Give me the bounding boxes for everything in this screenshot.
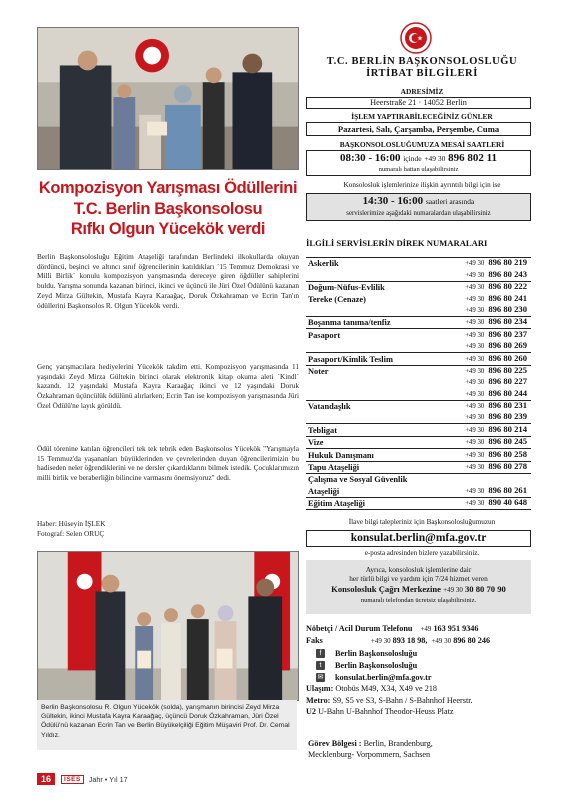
service-phone: 896 80 260: [488, 352, 527, 363]
phone-prefix: +49 30: [465, 367, 485, 375]
service-row: [306, 329, 531, 353]
service-phone: 896 80 214: [488, 423, 527, 434]
callcenter-name: Konsolosluk Çağrı Merkezine: [331, 584, 441, 594]
service-row: [306, 474, 531, 498]
services-table: [306, 257, 531, 510]
phone-prefix: +49 30: [465, 295, 485, 303]
service-name: Tapu Ataşeliği: [308, 463, 360, 473]
phone-prefix: +49 30: [465, 379, 485, 387]
info-mid: saatleri arasında: [425, 197, 475, 206]
service-phone: 890 40 648: [488, 497, 527, 508]
phone-prefix: +49 30: [465, 439, 485, 447]
facebook-icon[interactable]: f: [316, 649, 325, 658]
phone-prefix: +49 30: [465, 464, 485, 472]
phone-prefix: +49 30: [465, 390, 485, 398]
service-phone: 896 80 234: [488, 316, 527, 327]
callcenter-prefix: +49 30: [443, 586, 463, 594]
service-row: [306, 258, 531, 282]
hours-time: 08:30 - 16:00: [339, 152, 401, 164]
email-label: İlave bilgi talepleriniz için Başkonsolosluğumuzun: [348, 518, 496, 526]
service-name: Çalışma ve Sosyal Güvenlik: [308, 475, 408, 485]
contact-lines: [306, 623, 541, 717]
region: [306, 738, 541, 761]
service-phone: 896 80 222: [488, 281, 527, 292]
days-label: İŞLEM YAPTIRABİLECEĞİNİZ GÜNLER: [351, 112, 493, 121]
fax2-number: 896 80 246: [453, 636, 491, 646]
service-row: [306, 366, 531, 401]
service-phone: 896 80 230: [488, 303, 527, 314]
metro-lines: S9, S5 ve S3, S-Bahn / S-Bahnhof Heerstr.: [332, 695, 473, 705]
photo-caption: Berlin Başkonsolosu R. Olgun Yücekök (solda), yarışmanın birincisi Zeyd Mirza Gültekin, ikinci Mustafa Kayra Karaağaç, üçüncü Doruk Özkahraman, Jüri Özel Ödülü'nü kazanan Ecrin Tan ve Berlin Büyükelçiliği Eğitim Müşaviri Prof. Dr. Cemal Yıldız.: [37, 700, 297, 750]
byline-author: Haber: Hüseyin İŞLEK: [37, 519, 106, 528]
twitter-icon[interactable]: t: [316, 661, 325, 670]
phone-prefix: +49 30: [465, 331, 485, 339]
phone-prefix: +49 30: [465, 451, 485, 459]
email-note: e-posta adresinden bizlere yazabilirsiniz.: [364, 549, 480, 557]
phone-prefix: +49 30: [465, 414, 485, 422]
service-phone: 896 80 239: [488, 411, 527, 422]
service-name: Tebligat: [308, 425, 338, 435]
hours-phone: 896 802 11: [448, 152, 498, 164]
phone-prefix: +49 30: [465, 403, 485, 411]
service-name: Eğitim Ataşeliği: [308, 499, 365, 509]
info-box: [306, 193, 531, 221]
address-box: Heerstraße 21 · 14052 Berlin: [306, 97, 531, 109]
phone-prefix: +49 30: [465, 355, 485, 363]
article-paragraph-1: Berlin Başkonsolosluğu Eğitim Ataşeliği tarafından Berlindeki ilkokullarda okuyan dördüncü, beşinci ve altıncı sınıf öğrencilerinin katıldıkları `15 Temmuz Demokrasi ve Milli Birlik´ konulu kompozisyon yarışmasında dereceye giren öğdüller sahiplerini buldu. Yarışma sonunda kazanan birinci, ikinci ve üçüncü ile Jüri Özel Ödülünü kazanan Zeyd Mirza Gültekin, Mustafa Kayra Karaağaç, Doruk Özkahraman ve Ecrin Tan'ın ödüllerini Başkonsolos R. Olgun Yücekök verdi.: [37, 252, 299, 310]
twitter-account[interactable]: Berlin Başkonsolosluğu: [335, 660, 418, 670]
service-name: Ataşeliği: [308, 486, 340, 496]
metro-label: Metro:: [306, 695, 331, 705]
callcenter-line1: Ayrıca, konsolosluk işlemlerine dair: [365, 565, 472, 574]
service-phone: 896 80 258: [488, 448, 527, 459]
phone-prefix: +49 30: [465, 306, 485, 314]
days-box: Pazartesi, Salı, Çarşamba, Perşembe, Cuma: [306, 122, 531, 136]
service-phone: 896 80 269: [488, 340, 527, 351]
service-phone: 896 80 237: [488, 328, 527, 339]
service-phone: 896 80 227: [488, 376, 527, 387]
info-label: Konsolosluk işlemlerinize ilişkin ayrıntılı bilgi için ise: [343, 181, 501, 189]
email-icon[interactable]: ✉: [317, 673, 324, 681]
region-line1: Berlin, Brandenburg,: [363, 739, 433, 748]
service-phone: 896 80 225: [488, 364, 527, 375]
service-phone: 896 80 241: [488, 292, 527, 303]
consulate-emblem: [400, 22, 432, 54]
phone-prefix: +49 30: [465, 284, 485, 292]
emergency-phone: 163 951 9346: [433, 624, 479, 633]
phone-prefix: +49 30: [465, 426, 485, 434]
ceremony-photo-bottom: [37, 551, 299, 701]
service-phone: 896 80 243: [488, 268, 527, 279]
service-phone: 896 80 219: [488, 257, 527, 268]
service-phone: 896 80 231: [488, 400, 527, 411]
service-row: [306, 282, 531, 317]
emergency-label: Nöbetçi / Acil Durum Telefonu: [306, 624, 413, 633]
phone-prefix: +49 30: [465, 319, 485, 327]
service-name: Vatandaşlık: [308, 402, 351, 412]
page-footer: [37, 773, 128, 785]
magazine-logo: ISES: [61, 775, 84, 784]
service-name: Askerlik: [308, 259, 339, 269]
article-headline: Kompozisyon Yarışması Ödüllerini T.C. Berlin Başkonsolosu Rıfkı Olgun Yücekök verdi: [38, 179, 298, 238]
service-name: Boşanma tanıma/tenfiz: [308, 318, 391, 328]
hours-mid: içinde: [403, 154, 422, 163]
bus-lines: Otobüs M49, X34, X49 ve 218: [335, 684, 438, 694]
service-row: [306, 317, 531, 329]
service-phone: 896 80 261: [488, 484, 527, 495]
info-note: servislerimize aşağıdaki numaralardan ulaşabilirsiniz: [346, 210, 491, 217]
callcenter-line2: her türlü bilgi ve yardım için 7/24 hizmet veren: [349, 574, 488, 583]
service-name: Doğum-Nüfus-Evlilik: [308, 283, 385, 293]
fax1-number: 893 18 98,: [392, 636, 428, 646]
phone-prefix: +49 30: [465, 500, 485, 508]
service-row: [306, 437, 531, 449]
service-phone: 896 80 244: [488, 387, 527, 398]
phone-prefix: +49 30: [465, 343, 485, 351]
phone-prefix: +49 30: [465, 487, 485, 495]
consulate-subtitle: İRTİBAT BİLGİLERİ: [366, 68, 478, 79]
service-row: [306, 353, 531, 365]
callcenter-note: numaralı telefondan ücretsiz ulaşabilirsiniz.: [360, 597, 477, 604]
issue-label: Jahr • Yıl 17: [88, 774, 128, 784]
service-name: Hukuk Danışmanı: [308, 450, 374, 460]
fax-label: Faks: [306, 636, 323, 646]
service-row: [306, 401, 531, 425]
fax1-prefix: +49 30: [370, 637, 391, 646]
byline-photo: Fotograf: Selen ORUÇ: [37, 529, 105, 538]
service-row: [306, 449, 531, 461]
region-line2: Mecklenburg- Vorpommern, Sachsen: [308, 750, 431, 760]
facebook-account[interactable]: Berlin Başkonsolosluğu: [335, 649, 418, 658]
page-number: 16: [37, 773, 55, 785]
hours-prefix: +49 30: [424, 154, 446, 163]
service-name: Pasaport/Kimlik Teslim: [308, 354, 393, 364]
hours-box: [306, 150, 531, 176]
hours-label: BAŞKONSOLOSLUĞUMUZA MESAİ SAATLERİ: [339, 140, 505, 149]
article-paragraph-2: Genç yarışmacılara hediyelerini Yücekök takdim etti. Kompozisyon yarışmasında 11 yaşındaki Zeyd Mirza Gültekin birinci olarak elektronik kitap okuma aleti `Kindl´ kazandı. 12 yaşındaki Mustafa Kayra Karaağaç ikinci ve 12 yaşındaki Doruk Özkahraman üçüncülük ödülünü alırlarken; Ecrin Tan ise kompozisyon yarışmasında Jüri Özel Ödülü'ne layık görüldü.: [37, 362, 299, 410]
service-row: [306, 424, 531, 436]
ceremony-photo-top: [37, 27, 299, 170]
service-row: [306, 462, 531, 474]
fax2-prefix: +49 30: [431, 637, 452, 646]
service-row: [306, 498, 531, 510]
phone-prefix: +49 30: [465, 260, 485, 268]
ubahn-line: U-Bahn U-Bahnhof Theodor-Heuss Platz: [318, 707, 454, 717]
service-name: Noter: [308, 366, 329, 376]
bus-label: Ulaşım:: [306, 684, 334, 694]
hours-note: numaralı hattan ulaşabilirsiniz: [378, 166, 459, 173]
services-title: İLGİLİ SERVİSLERİN DİREK NUMARALARI: [306, 238, 488, 248]
service-phone: 896 80 245: [488, 436, 527, 447]
region-label: Görev Bölgesi :: [308, 739, 362, 748]
consulate-title: T.C. BERLİN BAŞKONSOLOSLUĞU: [326, 56, 518, 67]
service-phone: 896 80 278: [488, 461, 527, 472]
ubahn-label: U2: [306, 707, 317, 717]
phone-prefix: +49 30: [465, 271, 485, 279]
article-paragraph-3: Ödül törenine katılan öğrencileri tek tek tebrik eden Başkonsolos Yücekök "Yarışmayla 15 Temmuz'da yaşananları büyüklerinden ve çevrelerinden duyan öğrencilerimizin bu hadiseden neler öğrendiklerini ve ne dersler çıkardıklarını bilmek istedik. Çocuklarımızın milli birlik ve beraberliğin bilincine varmasını önemsiyoruz" dedi.: [37, 444, 299, 483]
email-box: konsulat.berlin@mfa.gov.tr: [306, 530, 531, 547]
callcenter-phone: 30 80 70 90: [465, 584, 506, 594]
service-name: Tereke (Cenaze): [308, 294, 366, 304]
info-time: 14:30 - 16:00: [362, 195, 424, 207]
emergency-prefix: +49: [420, 625, 432, 633]
social-email[interactable]: konsulat.berlin@mfa.gov.tr: [335, 672, 432, 682]
service-name: Pasaport: [308, 330, 341, 340]
address-label: ADRESİMİZ: [400, 87, 444, 96]
service-name: Vize: [308, 438, 324, 448]
callcenter-box: [306, 560, 531, 614]
